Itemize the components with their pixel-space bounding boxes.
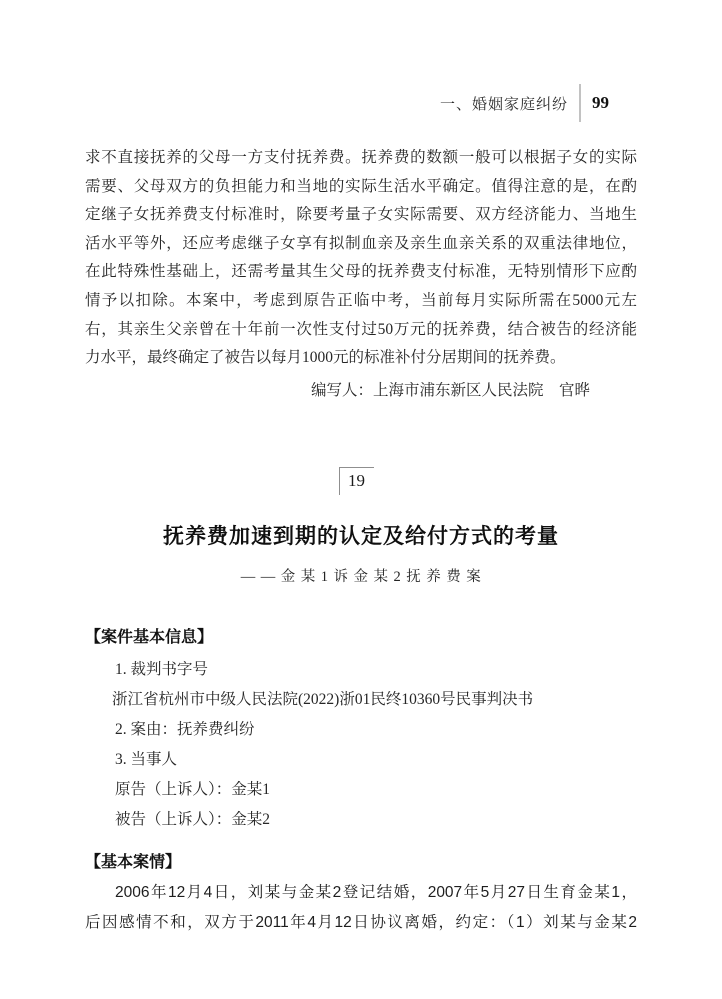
text-line: 活水平等外，还应考虑继子女享有拟制血亲及亲生血亲关系的双重法律地位， — [85, 234, 637, 252]
text-line: 力水平，最终确定了被告以每月1000元的标准补付分居期间的抚养费。 — [85, 349, 566, 367]
info-item-judgment-number-label: 1. 裁判书字号 — [115, 660, 209, 678]
intro-paragraph — [85, 144, 637, 373]
chapter-title: 一、婚姻家庭纠纷 — [439, 96, 568, 113]
page-number: 99 — [592, 93, 609, 112]
info-item-plaintiff: 原告（上诉人）：金某1 — [115, 780, 271, 798]
info-item-parties-label: 3. 当事人 — [115, 750, 178, 768]
facts-paragraph — [85, 878, 637, 938]
header-divider-rule — [579, 84, 581, 122]
page-header — [85, 84, 637, 122]
text-line: 求不直接抚养的父母一方支付抚养费。抚养费的数额一般可以根据子女的实际 — [85, 149, 637, 166]
text-line: 定继子女抚养费支付标准时，除要考量子女实际需要、双方经济能力、当地生 — [85, 206, 637, 224]
text-line: 情予以扣除。本案中，考虑到原告正临中考，当前每月实际所需在5000元左 — [85, 291, 637, 309]
text-line: 右，其亲生父亲曾在十年前一次性支付过50万元的抚养费，结合被告的经济能 — [85, 320, 637, 338]
case-subtitle: ——金某1诉金某2抚养费案 — [240, 568, 487, 585]
section-heading-basic-info: 【案件基本信息】 — [85, 628, 214, 646]
case-number-marker — [339, 467, 374, 495]
text-line: 后因感情不和，双方于2011年4月12日协议离婚，约定：（1）刘某与金某2 — [85, 913, 637, 931]
text-line: 需要、父母双方的负担能力和当地的实际生活水平确定。值得注意的是，在酌 — [85, 177, 637, 195]
byline: 编写人：上海市浦东新区人民法院 官晔 — [310, 381, 590, 399]
section-heading-facts: 【基本案情】 — [85, 853, 182, 871]
case-title: 抚养费加速到期的认定及给付方式的考量 — [163, 523, 559, 548]
info-item-judgment-number-value: 浙江省杭州市中级人民法院(2022)浙01民终10360号民事判决书 — [112, 690, 534, 708]
basic-info-list — [85, 655, 637, 835]
case-number: 19 — [348, 470, 365, 490]
text-line: 2006年12月4日，刘某与金某2登记结婚，2007年5月27日生育金某1， — [115, 883, 637, 901]
info-item-defendant: 被告（上诉人）：金某2 — [115, 810, 271, 828]
text-line: 在此特殊性基础上，还需考量其生父母的抚养费支付标准，无特别情形下应酌 — [85, 263, 637, 281]
info-item-cause-of-action: 2. 案由：抚养费纠纷 — [115, 720, 255, 738]
